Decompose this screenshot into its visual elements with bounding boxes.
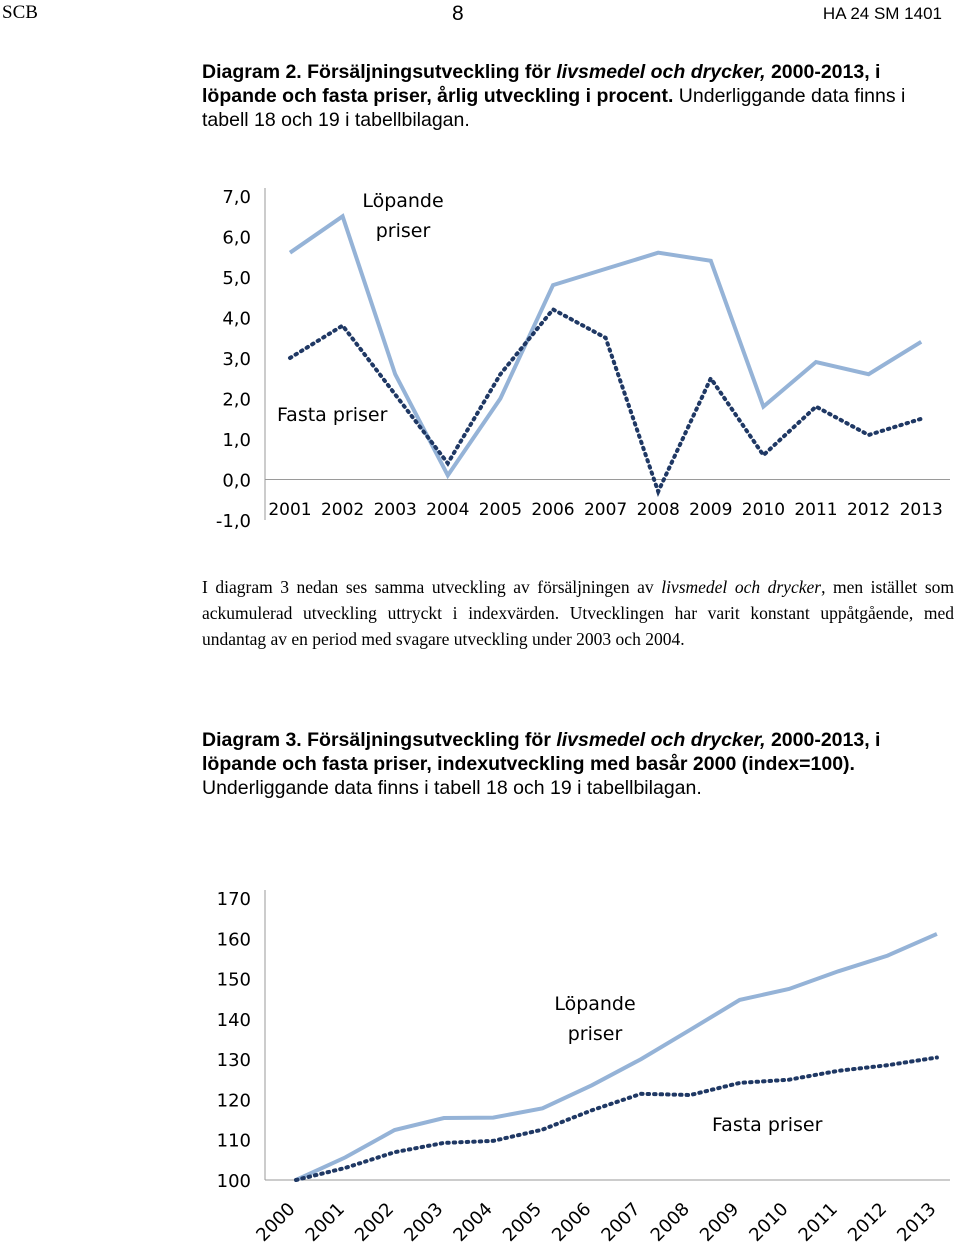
y-tick-label: 100: [216, 1171, 251, 1192]
x-tick-label: 2012: [846, 500, 891, 520]
x-tick-label: 2012: [843, 1198, 892, 1246]
y-tick-label: 5,0: [222, 268, 251, 289]
x-tick-label: 2000: [252, 1198, 300, 1246]
x-tick-label: 2002: [320, 500, 365, 520]
y-tick-label: 7,0: [222, 187, 251, 208]
y-tick-label: 1,0: [222, 430, 251, 451]
x-tick-label: 2009: [695, 1198, 744, 1246]
body-text-italic: livsmedel och drycker: [661, 577, 822, 597]
x-tick-label: 2005: [498, 1198, 547, 1246]
x-tick-label: 2013: [893, 1198, 941, 1246]
y-tick-label: 0,0: [222, 470, 251, 492]
y-tick-label: -1,0: [215, 511, 251, 532]
caption-3-italic: livsmedel och drycker,: [556, 729, 766, 751]
y-tick-label: 2,0: [222, 389, 251, 411]
x-tick-label: 2008: [646, 1198, 694, 1246]
series-lopande-line: [290, 216, 921, 475]
x-tick-label: 2005: [478, 500, 523, 520]
x-tick-label: 2001: [268, 500, 312, 520]
annotation-lopande-1: Löpande: [362, 190, 444, 212]
y-tick-label: 160: [216, 929, 251, 951]
header-left: SCB: [2, 2, 38, 23]
x-tick-label: 2002: [350, 1198, 399, 1246]
body-paragraph: [202, 574, 954, 652]
diagram-2-caption: [202, 60, 932, 132]
x-tick-label: 2011: [794, 1198, 842, 1246]
x-tick-label: 2006: [548, 1198, 596, 1246]
body-text-before: I diagram 3 nedan ses samma utveckling av försäljningen av: [202, 577, 662, 597]
chart-annual-growth: [0, 180, 960, 540]
y-tick-label: 140: [216, 1009, 251, 1031]
annotation-lopande-2: priser: [375, 220, 431, 242]
series-fasta-line: [296, 1058, 937, 1181]
x-tick-label: 2010: [745, 1198, 793, 1246]
x-tick-label: 2009: [689, 500, 733, 520]
y-tick-label: 3,0: [222, 349, 251, 370]
caption-3-label: Diagram 3. Försäljningsutveckling för: [202, 729, 557, 751]
x-tick-label: 2010: [741, 500, 786, 520]
diagram-3-caption: [202, 728, 932, 800]
x-tick-label: 2007: [597, 1198, 645, 1246]
x-tick-label: 2013: [899, 500, 943, 520]
annotation-fasta: Fasta priser: [277, 404, 388, 426]
x-tick-label: 2006: [531, 500, 575, 520]
header-right: HA 24 SM 1401: [822, 4, 942, 23]
y-tick-label: 170: [216, 889, 251, 910]
annotation-lopande-1: Löpande: [554, 993, 636, 1015]
y-tick-label: 110: [216, 1130, 251, 1152]
x-tick-label: 2001: [301, 1198, 349, 1246]
y-tick-label: 120: [216, 1090, 251, 1112]
x-tick-label: 2007: [583, 500, 628, 520]
caption-2-italic: livsmedel och drycker,: [556, 61, 766, 83]
y-tick-label: 130: [216, 1050, 251, 1072]
y-tick-label: 150: [216, 969, 251, 991]
series-lopande-line: [296, 934, 937, 1180]
annotation-lopande-2: priser: [567, 1023, 623, 1045]
caption-2-plain: Underliggande data finns i tabell 18 och 19 i tabellbilagan.: [202, 85, 906, 131]
caption-3-rest: 2000-2013, i löpande och fasta priser, indexutveckling med basår 2000 (index=100).: [202, 729, 881, 775]
x-tick-label: 2004: [449, 1198, 497, 1246]
chart-index-development: [0, 880, 960, 1248]
body-text-after: , men istället som ackumulerad utveckling uttryckt i indexvärden. Utvecklingen har varit konstant uppåtgående, med undantag av en period med svagare utveckling under 2003 och 2004.: [202, 577, 954, 649]
x-tick-label: 2004: [426, 500, 470, 520]
x-tick-label: 2011: [794, 500, 838, 520]
x-tick-label: 2003: [373, 500, 417, 520]
x-tick-label: 2003: [400, 1198, 448, 1246]
caption-2-rest: 2000-2013, i löpande och fasta priser, årlig utveckling i procent.: [202, 61, 881, 107]
y-tick-label: 6,0: [222, 227, 251, 249]
caption-2-label: Diagram 2. Försäljningsutveckling för: [202, 61, 557, 83]
annotation-fasta: Fasta priser: [712, 1114, 823, 1136]
caption-3-plain: Underliggande data finns i tabell 18 och 19 i tabellbilagan.: [202, 777, 702, 799]
y-tick-label: 4,0: [222, 308, 251, 330]
x-tick-label: 2008: [636, 500, 680, 520]
page-number: 8: [452, 2, 464, 25]
